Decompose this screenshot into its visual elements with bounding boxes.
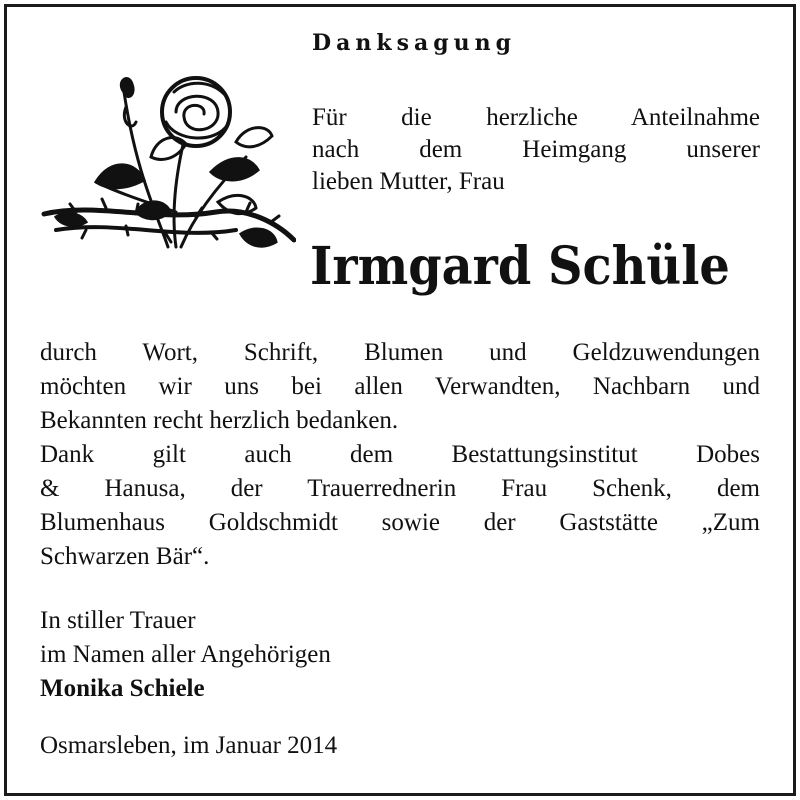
place-date: Osmarsleben, im Januar 2014 — [40, 732, 338, 759]
body-text — [40, 336, 760, 574]
intro-line: Für die herzliche Anteilnahme — [312, 104, 760, 131]
intro-line: nach dem Heimgang unserer — [312, 136, 760, 163]
notice-heading: Danksagung — [312, 30, 516, 56]
body-line: Bekannten recht herzlich bedanken. — [40, 407, 399, 434]
signatory-name: Monika Schiele — [40, 675, 205, 702]
body-line: Dank gilt auch dem Bestattungsinstitut Dobes — [40, 441, 760, 468]
closing-line: im Namen aller Angehörigen — [40, 641, 331, 668]
closing-block — [40, 604, 760, 706]
closing-line: In stiller Trauer — [40, 607, 196, 634]
intro-line: lieben Mutter, Frau — [312, 168, 505, 195]
deceased-name: Irmgard Schüle — [310, 236, 730, 297]
intro-text — [312, 102, 760, 198]
body-line: Schwarzen Bär“. — [40, 543, 210, 570]
rose-icon — [36, 62, 296, 262]
body-line: durch Wort, Schrift, Blumen und Geldzuwendungen — [40, 339, 760, 366]
body-line: & Hanusa, der Trauerrednerin Frau Schenk, dem — [40, 475, 760, 502]
body-line: möchten wir uns bei allen Verwandten, Nachbarn und — [40, 373, 760, 400]
body-line: Blumenhaus Goldschmidt sowie der Gaststätte „Zum — [40, 509, 760, 536]
